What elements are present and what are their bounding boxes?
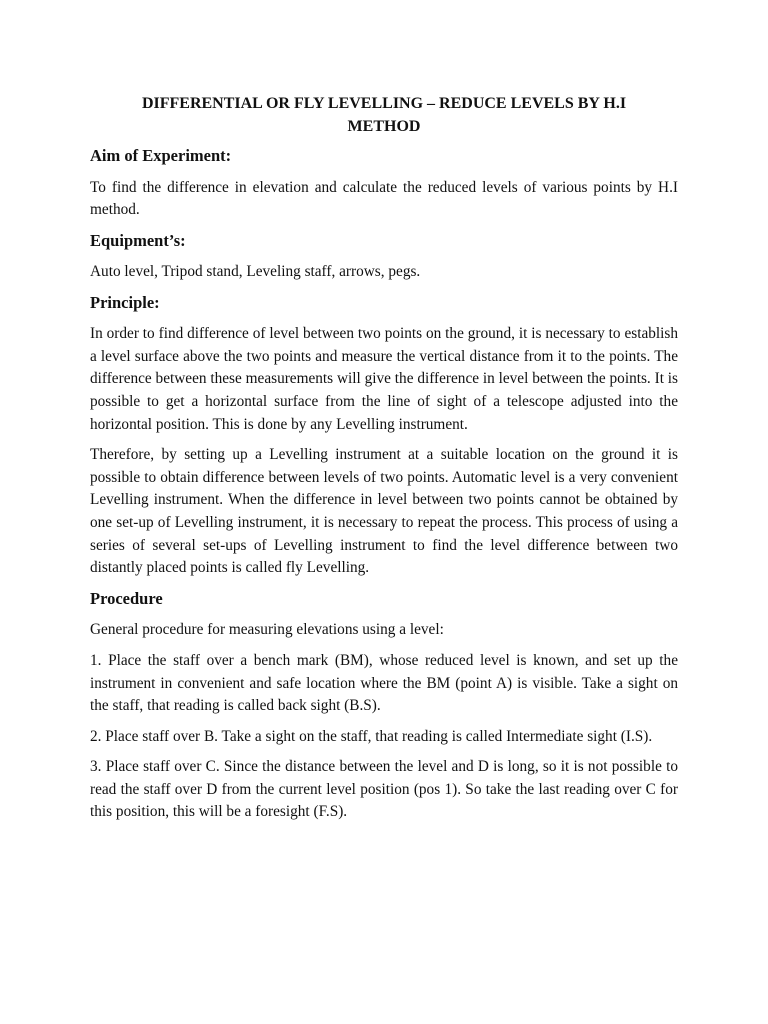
document-title <box>90 93 678 138</box>
procedure-step-1: 1. Place the staff over a bench mark (BM), whose reduced level is known, and set up the instrument in convenient and safe location where the BM (point A) is visible. Take a sight on the staff, that reading is called back sight (B.S). <box>90 651 678 715</box>
principle-heading: Principle: <box>90 292 160 312</box>
procedure-step-2: 2. Place staff over B. Take a sight on the staff, that reading is called Intermediate sight (I.S). <box>90 727 653 745</box>
equipment-heading: Equipment’s: <box>90 230 186 250</box>
title-line-2: METHOD <box>347 117 421 135</box>
procedure-heading: Procedure <box>90 588 163 608</box>
principle-paragraph-1: In order to find difference of level between two points on the ground, it is necessary to establish a level surface above the two points and measure the vertical distance from it to the points. The difference between these measurements will give the difference in level between the points. It is possible to get a horizontal surface from the line of sight of a telescope adjusted into the horizontal position. This is done by any Levelling instrument. <box>90 325 678 433</box>
equipment-text: Auto level, Tripod stand, Leveling staff, arrows, pegs. <box>90 263 421 281</box>
procedure-intro: General procedure for measuring elevations using a level: <box>90 621 444 639</box>
procedure-step-3: 3. Place staff over C. Since the distance between the level and D is long, so it is not possible to read the staff over D from the current level position (pos 1). So take the last reading over C for this position, this will be a foresight (F.S). <box>90 758 678 821</box>
aim-heading: Aim of Experiment: <box>90 146 232 165</box>
document-page <box>90 93 678 832</box>
aim-text: To find the difference in elevation and calculate the reduced levels of various points by H.I method. <box>90 178 678 219</box>
principle-paragraph-2: Therefore, by setting up a Levelling instrument at a suitable location on the ground it is possible to obtain difference between levels of two points. Automatic level is a very convenient Levelling instrument. When the difference in level between two points cannot be obtained by one set-up of Levelling instrument, it is necessary to repeat the process. This process of using a series of several set-ups of Levelling instrument to find the level difference between two distantly placed points is called fly Levelling. <box>90 446 678 577</box>
title-line-1: DIFFERENTIAL OR FLY LEVELLING – REDUCE LEVELS BY H.I <box>141 95 627 112</box>
